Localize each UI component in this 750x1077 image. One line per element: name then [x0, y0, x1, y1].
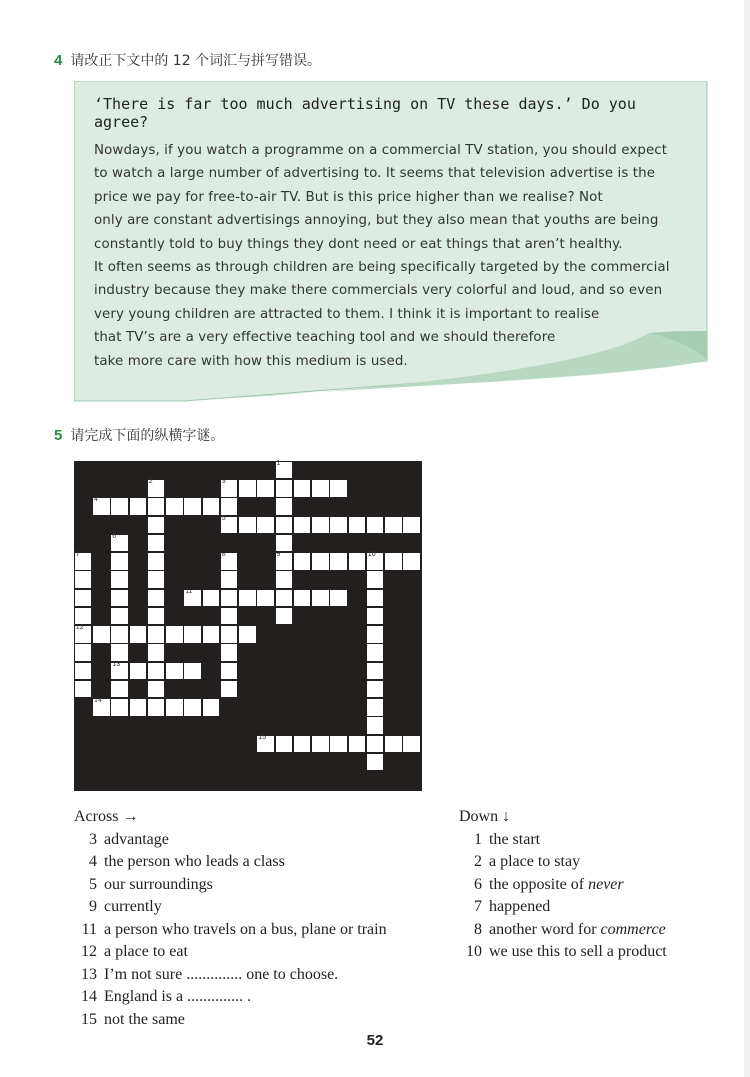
- crossword-cell[interactable]: [184, 587, 201, 607]
- clue-text: a person who travels on a bus, plane or train: [104, 920, 387, 938]
- crossword-cell[interactable]: [148, 699, 165, 716]
- clue-number: 11: [81, 920, 97, 938]
- crossword-cell[interactable]: [221, 480, 238, 497]
- clue-item: [74, 964, 387, 987]
- clue-item: [74, 1009, 387, 1032]
- clue-item: [74, 851, 387, 874]
- clue-item: [74, 896, 387, 919]
- crossword-cell[interactable]: [130, 699, 147, 716]
- crossword-cell[interactable]: [276, 480, 293, 497]
- crossword-cell[interactable]: [111, 553, 128, 570]
- crossword-cell[interactable]: [184, 626, 201, 643]
- crossword-cell[interactable]: [367, 736, 384, 753]
- crossword-cell[interactable]: [75, 553, 92, 570]
- crossword-cell[interactable]: [294, 736, 311, 753]
- crossword-cell[interactable]: [294, 480, 311, 497]
- essay-line: only are constant advertisings annoying, but they also mean that youths are being: [94, 213, 659, 229]
- essay-line: price we pay for free-to-air TV. But is this price higher than we realise? Not: [94, 189, 603, 205]
- essay-line: very young children are attracted to them. I think it is important to realise: [94, 306, 600, 322]
- cell-number: 6: [112, 532, 117, 540]
- essay-line: to watch a large number of advertising to. It seems that television advertise is the: [94, 166, 656, 182]
- crossword-cell[interactable]: [367, 571, 384, 588]
- clue-number: 14: [81, 988, 97, 1005]
- clue-number: 7: [474, 898, 482, 915]
- crossword-cell[interactable]: [276, 590, 293, 607]
- note-card: [74, 81, 707, 401]
- crossword-cell[interactable]: [75, 663, 92, 680]
- clue-item: [459, 896, 667, 919]
- exercise-5-heading: [54, 425, 224, 445]
- clue-item: [459, 941, 667, 964]
- across-clues: [74, 806, 387, 1031]
- crossword-cell[interactable]: [294, 590, 311, 607]
- essay-line: that TV’s are a very effective teaching tool and we should therefore: [94, 330, 556, 346]
- across-heading: Across →: [74, 808, 139, 825]
- clue-emphasis: commerce: [600, 920, 666, 938]
- crossword-cell[interactable]: [367, 553, 384, 570]
- cell-number: 7: [75, 551, 80, 559]
- clue-item: [459, 829, 667, 852]
- crossword-cell[interactable]: [312, 517, 329, 534]
- crossword-cell[interactable]: [276, 517, 293, 534]
- crossword-cell[interactable]: [221, 514, 238, 534]
- clue-number: 8: [474, 920, 482, 938]
- clue-text: England is a .............. .: [104, 988, 252, 1005]
- crossword-cell[interactable]: [203, 626, 220, 643]
- exercise-number: 4: [54, 52, 63, 69]
- crossword-cell[interactable]: [367, 754, 384, 771]
- crossword-cell[interactable]: [130, 663, 147, 680]
- crossword-cell[interactable]: [148, 571, 165, 588]
- clue-text: I’m not sure .............. one to choose.: [104, 965, 339, 983]
- cell-number: 9: [276, 551, 281, 559]
- clue-text: happened: [489, 898, 551, 915]
- crossword-cell[interactable]: [403, 517, 420, 534]
- clue-number: 12: [81, 943, 97, 960]
- essay: [94, 95, 694, 373]
- exercise-instruction: 请完成下面的纵横字谜。: [70, 428, 225, 444]
- clue-number: 9: [89, 898, 97, 915]
- crossword-cell[interactable]: [349, 736, 366, 753]
- crossword-cell[interactable]: [294, 553, 311, 570]
- clue-text: a place to eat: [104, 943, 188, 960]
- crossword-cell[interactable]: [130, 498, 147, 515]
- crossword-cell[interactable]: [367, 663, 384, 680]
- cell-number: 10: [367, 551, 376, 559]
- crossword-cell[interactable]: [203, 699, 220, 716]
- crossword-cell[interactable]: [349, 517, 366, 534]
- crossword-grid: [74, 461, 422, 791]
- crossword-cell[interactable]: [257, 480, 274, 497]
- clue-text: the start: [489, 830, 541, 848]
- cell-number: 3: [221, 478, 226, 486]
- crossword-cell[interactable]: [330, 736, 347, 753]
- crossword-cell[interactable]: [148, 590, 165, 607]
- crossword-cell[interactable]: [276, 608, 293, 625]
- clue-item: [459, 919, 667, 942]
- crossword-cell[interactable]: [148, 517, 165, 534]
- clue-number: 6: [474, 875, 482, 893]
- down-heading: Down ↓: [459, 808, 511, 825]
- crossword-cell[interactable]: [221, 608, 238, 625]
- crossword-cell[interactable]: [276, 535, 293, 552]
- essay-line: constantly told to buy things they dont need or eat things that aren’t healthy.: [94, 236, 623, 252]
- crossword-cell[interactable]: [367, 608, 384, 625]
- crossword-cell[interactable]: [403, 736, 420, 753]
- crossword-cell[interactable]: [111, 644, 128, 661]
- crossword-cell[interactable]: [367, 517, 384, 534]
- page-number: 52: [366, 1032, 384, 1049]
- clue-text: our surroundings: [104, 875, 213, 893]
- crossword-cell[interactable]: [148, 681, 165, 698]
- crossword-cell[interactable]: [312, 590, 329, 607]
- cell-number: 14: [94, 697, 102, 705]
- crossword-cell[interactable]: [148, 608, 165, 625]
- cell-number: 13: [112, 660, 121, 668]
- crossword-cell[interactable]: [257, 733, 274, 753]
- crossword-cell[interactable]: [257, 590, 274, 607]
- essay-line: It often seems as through children are being specifically targeted by the commercial: [94, 259, 670, 275]
- crossword-cell[interactable]: [203, 590, 220, 607]
- crossword-cell[interactable]: [330, 553, 347, 570]
- crossword-cell[interactable]: [403, 553, 420, 570]
- crossword-cell[interactable]: [312, 736, 329, 753]
- clue-item: [74, 874, 387, 897]
- crossword-cell[interactable]: [330, 517, 347, 534]
- crossword-cell[interactable]: [221, 590, 238, 607]
- crossword-cell[interactable]: [385, 736, 402, 753]
- crossword-cell[interactable]: [221, 626, 238, 643]
- clue-text: not the same: [104, 1010, 185, 1028]
- crossword-cell[interactable]: [111, 498, 128, 515]
- crossword-cell[interactable]: [111, 608, 128, 625]
- crossword-cell[interactable]: [148, 480, 165, 497]
- cell-number: 11: [185, 587, 193, 595]
- crossword-cell[interactable]: [330, 480, 347, 497]
- crossword-cell[interactable]: [184, 663, 201, 680]
- clue-text: another word for: [489, 920, 601, 938]
- crossword-cell[interactable]: [93, 626, 110, 643]
- crossword-cell[interactable]: [75, 626, 92, 643]
- clue-item: [74, 919, 387, 942]
- clue-number: 2: [474, 853, 482, 870]
- crossword-cell[interactable]: [221, 644, 238, 661]
- crossword-cell[interactable]: [184, 699, 201, 716]
- crossword-cell[interactable]: [93, 699, 110, 716]
- crossword-cell[interactable]: [257, 517, 274, 534]
- crossword-cell[interactable]: [294, 517, 311, 534]
- crossword-cell[interactable]: [276, 736, 293, 753]
- crossword-cell[interactable]: [367, 681, 384, 698]
- crossword-cell[interactable]: [239, 517, 256, 534]
- crossword-cell[interactable]: [111, 681, 128, 698]
- clue-number: 15: [81, 1010, 97, 1028]
- clue-emphasis: never: [588, 875, 624, 893]
- clue-text: advantage: [104, 830, 169, 848]
- crossword-cell[interactable]: [111, 571, 128, 588]
- crossword-cell[interactable]: [166, 626, 183, 643]
- crossword-cell[interactable]: [148, 644, 165, 661]
- essay-question: ‘There is far too much advertising on TV these days.’ Do you agree?: [94, 95, 636, 131]
- crossword-cell[interactable]: [367, 590, 384, 607]
- crossword-cell[interactable]: [221, 498, 238, 515]
- crossword-cell[interactable]: [166, 498, 183, 515]
- crossword-cell[interactable]: [221, 663, 238, 680]
- crossword-cell[interactable]: [75, 590, 92, 607]
- exercise-instruction: 请改正下文中的 12 个词汇与拼写错误。: [70, 53, 322, 69]
- clue-item: [74, 986, 387, 1009]
- cell-number: 8: [221, 551, 226, 559]
- cell-number: 12: [75, 624, 84, 632]
- crossword-cell[interactable]: [312, 553, 329, 570]
- cell-number: 1: [276, 459, 281, 467]
- exercise-number: 5: [54, 427, 63, 444]
- crossword-cell[interactable]: [239, 626, 256, 643]
- crossword-cell[interactable]: [111, 532, 128, 552]
- clue-text: we use this to sell a product: [489, 943, 667, 960]
- crossword-cell[interactable]: [367, 644, 384, 661]
- clue-number: 1: [474, 830, 482, 848]
- cell-number: 15: [258, 733, 267, 741]
- cell-number: 2: [148, 478, 153, 486]
- crossword-cell[interactable]: [385, 553, 402, 570]
- crossword-cell[interactable]: [312, 480, 329, 497]
- clue-number: 4: [89, 853, 97, 870]
- clue-number: 3: [89, 830, 97, 848]
- crossword-cell[interactable]: [276, 571, 293, 588]
- crossword-cell[interactable]: [276, 498, 293, 515]
- crossword-cell[interactable]: [148, 663, 165, 680]
- clue-number: 10: [466, 943, 482, 960]
- clue-number: 5: [89, 875, 97, 893]
- down-clues: [459, 806, 667, 964]
- crossword-cell[interactable]: [239, 480, 256, 497]
- crossword-cell[interactable]: [75, 608, 92, 625]
- crossword-cell[interactable]: [367, 626, 384, 643]
- crossword-cell[interactable]: [221, 681, 238, 698]
- crossword-cell[interactable]: [148, 626, 165, 643]
- crossword-cell[interactable]: [111, 660, 128, 680]
- essay-line: Nowdays, if you watch a programme on a commercial TV station, you should expect: [94, 143, 668, 158]
- crossword-cell[interactable]: [130, 626, 147, 643]
- crossword-cell[interactable]: [367, 699, 384, 716]
- crossword-cell[interactable]: [221, 553, 238, 570]
- clue-number: 13: [81, 965, 97, 983]
- crossword-cell[interactable]: [276, 459, 293, 479]
- clue-item: [459, 874, 667, 897]
- clue-text: the person who leads a class: [104, 853, 285, 870]
- crossword-cell[interactable]: [221, 571, 238, 588]
- essay-line: industry because they make there commercials very colorful and loud, and so even: [94, 283, 663, 299]
- crossword-cell[interactable]: [330, 590, 347, 607]
- crossword-cell[interactable]: [111, 626, 128, 643]
- clue-item: [74, 941, 387, 964]
- crossword-cell[interactable]: [148, 498, 165, 515]
- crossword-cell[interactable]: [239, 590, 256, 607]
- crossword-cell[interactable]: [385, 517, 402, 534]
- page-edge: [744, 0, 750, 1077]
- essay-line: take more care with how this medium is used.: [94, 353, 408, 369]
- clue-text: the opposite of: [489, 875, 589, 893]
- crossword-cell[interactable]: [75, 681, 92, 698]
- crossword-cell[interactable]: [166, 699, 183, 716]
- crossword-cell[interactable]: [75, 571, 92, 588]
- crossword-cell[interactable]: [349, 553, 366, 570]
- crossword-cell[interactable]: [111, 590, 128, 607]
- crossword-cell[interactable]: [148, 535, 165, 552]
- clue-text: a place to stay: [489, 853, 581, 870]
- crossword-cell[interactable]: [367, 717, 384, 734]
- crossword-cell[interactable]: [184, 498, 201, 515]
- cell-number: 5: [221, 514, 226, 522]
- crossword-cell[interactable]: [148, 553, 165, 570]
- cell-number: 4: [94, 496, 98, 504]
- crossword-cell[interactable]: [166, 663, 183, 680]
- crossword-cell[interactable]: [203, 498, 220, 515]
- clue-item: [459, 851, 667, 874]
- crossword-cell[interactable]: [276, 553, 293, 570]
- crossword-cell[interactable]: [93, 498, 110, 515]
- clue-text: currently: [104, 898, 162, 915]
- crossword-cell[interactable]: [111, 699, 128, 716]
- exercise-4-heading: [54, 50, 321, 70]
- crossword-cell[interactable]: [75, 644, 92, 661]
- clue-item: [74, 829, 387, 852]
